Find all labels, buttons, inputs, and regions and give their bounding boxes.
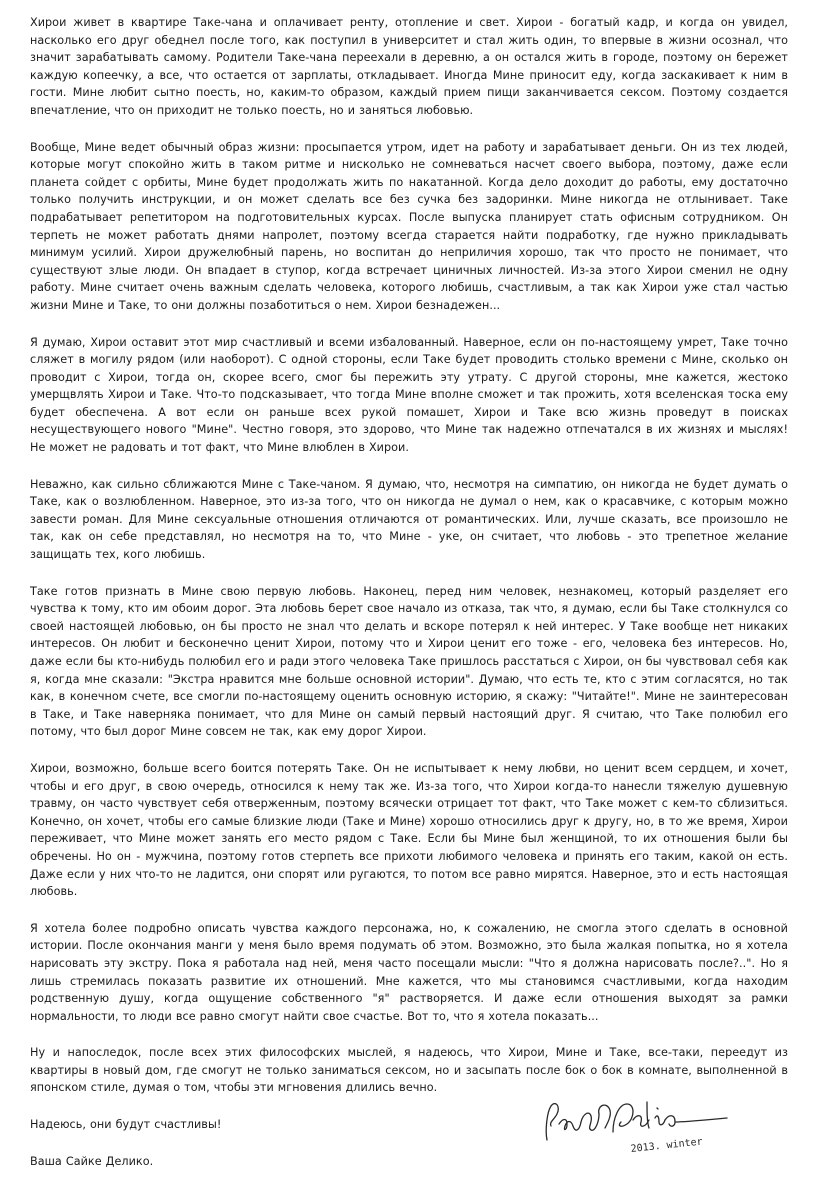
paragraph-6: Хирои, возможно, больше всего боится потерять Таке. Он не испытывает к нему любви, но ценит всем сердцем, и хочет, чтобы и его друг, в свою очередь, относился к нему так же. Из-за того, что Хирои когда-то нанесли тяжелую душевную травму, он часто чувствует себя отверженным, поэтому всячески отрицает тот факт, что Таке может с кем-то сблизиться. Конечно, он хочет, чтобы его самые близкие люди (Таке и Мине) хорошо относились друг к другу, но, в то же время, Хирои переживает, что Мине может занять его место рядом с Таке. Если бы Мине был женщиной, то их отношения были бы обречены. Но он - мужчина, поэтому готов стерпеть все прихоти любимого человека и принять его таким, какой он есть. Даже если у них что-то не ладится, они спорят или ругаются, то потом все равно мирятся. Наверное, это и есть настоящая любовь. — [30, 761, 788, 899]
paragraph-1: Хирои живет в квартире Таке-чана и оплачивает ренту, отопление и свет. Хирои - богатый кадр, и когда он увидел, насколько его друг обеднел после того, как поступил в университет и стал жить один, то впервые в жизни осознал, что значит зарабатывать самому. Родители Таке-чана переехали в деревню, а он остался жить в городе, поэтому он бережет каждую копеечку, а все, что остается от зарплаты, откладывает. Иногда Мине приносит еду, когда заскакивает к ним в гости. Мине любит сытно поесть, но, каким-то образом, каждый прием пищи заканчивается сексом. Поэтому создается впечатление, что он приходит не только поесть, но и заняться любовью. — [30, 16, 788, 117]
paragraph-2: Вообще, Мине ведет обычный образ жизни: просыпается утром, идет на работу и зарабатывает деньги. Он из тех людей, которые могут спокойно жить в таком ритме и нисколько не сомневаться насчет своего выбора, поэтому, даже если планета сойдет с орбиты, Мине будет продолжать жить по накатанной. Когда дело доходит до работы, ему достаточно только получить инструкции, и он может сделать все без сучка без задоринки. Мине никогда не отлынивает. Таке подрабатывает репетитором на подготовительных курсах. После выпуска планирует стать офисным сотрудником. Он терпеть не может работать днями напролет, поэтому всегда старается найти подработку, где нужно прикладывать минимум усилий. Хирои дружелюбный парень, но воспитан до неприличия хорошо, так что просто не понимает, что существуют злые люди. Он впадает в ступор, когда встречает циничных личностей. Из-за этого Хирои сменил не одну работу. Мине считает очень важным сделать человека, которого любишь, счастливым, а так как Хирои уже стал частью жизни Мине и Таке, то они должны позаботиться о нем. Хирои безнадежен... — [30, 140, 788, 312]
paragraph-4: Неважно, как сильно сближаются Мине с Таке-чаном. Я думаю, что, несмотря на симпатию, он никогда не будет думать о Таке, как о возлюбленном. Наверное, это из-за того, что он никогда не думал о нем, как о красавчике, с которым можно завести роман. Для Мине сексуальные отношения отличаются от романтических. Или, лучше сказать, все произошло не так, как он себе представлял, но несмотря на то, что Мине - уке, он считает, что любовь - это трепетное желание защищать тех, кого любишь. — [30, 477, 788, 562]
signature-date: 2013. winter — [630, 1136, 704, 1155]
closing-wish: Надеюсь, они будут счастливы! — [30, 1118, 222, 1132]
handwritten-signature — [535, 1092, 735, 1162]
author-signoff: Ваша Сайке Делико. — [30, 1154, 154, 1168]
paragraph-7: Я хотела более подробно описать чувства каждого персонажа, но, к сожалению, не смогла этого сделать в основной истории. После окончания манги у меня было время подумать об этом. Возможно, это была жалкая попытка, но я хотела нарисовать эту экстру. Пока я работала над ней, меня часто посещали мысли: "Что я должна нарисовать после?..". Но я лишь стремилась показать развитие их отношений. Мне кажется, что мы становимся счастливыми, когда находим родственную душу, когда ощущение собственного "я" растворяется. И даже если отношения выходят за рамки нормальности, то люди все равно смогут найти свое счастье. Вот то, что я хотела показать... — [30, 921, 788, 1023]
paragraph-3: Я думаю, Хирои оставит этот мир счастливый и всеми избалованный. Наверное, если он по-настоящему умрет, Таке точно сляжет в могилу рядом (или наоборот). С одной стороны, если Таке будет проводить столько времени с Мине, сколько он проводит с Хирои, тогда он, скорее всего, смог бы пережить эту утрату. С другой стороны, мне кажется, жестоко умерщвлять Хирои и Таке. Что-то подсказывает, что тогда Мине вполне сможет и так прожить, хотя вселенская тоска ему будет обеспечена. А вот если он раньше всех рукой помашет, Хирои и Таке всю жизнь проведут в поисках несуществующего нового "Мине". Честно говоря, это здорово, что Мине так надежно отпечатался в их жизнях и мыслях! Не может не радовать и тот факт, что Мине влюблен в Хирои. — [30, 335, 788, 455]
paragraph-8: Ну и напоследок, после всех этих философских мыслей, я надеюсь, что Хирои, Мине и Таке, все-таки, переедут из квартиры в новый дом, где смогут не только заниматься сексом, но и засыпать после бок о бок в комнате, выполненной в японском стиле, думая о том, чтобы эти мгновения длились вечно. — [30, 1046, 788, 1095]
paragraph-5: Таке готов признать в Мине свою первую любовь. Наконец, перед ним человек, незнакомец, который разделяет его чувства к тому, кто им обоим дорог. Эта любовь берет свое начало из отказа, так что, я думаю, если бы Таке столкнулся со своей настоящей любовью, он бы просто не знал что делать и вскоре потерял к ней интерес. У Таке вообще нет никаких интересов. Он любит и бесконечно ценит Хирои, потому что и Хирои ценит его тоже - его, человека без интересов. Но, даже если бы кто-нибудь полюбил его и ради этого человека Таке пришлось расстаться с Хирои, он бы чувствовал себя как я, когда мне сказали: "Экстра нравится мне больше основной истории". Думаю, что есть те, кто с этим согласятся, но так как, в конечном счете, все смогли по-настоящему оценить основную историю, я скажу: "Читайте!". Мине не заинтересован в Таке, и Таке наверняка понимает, что для Мине он самый первый настоящий друг. Я считаю, что Таке полюбил его потому, что был дорог Мине совсем не так, как ему дорог Хирои. — [30, 584, 788, 739]
